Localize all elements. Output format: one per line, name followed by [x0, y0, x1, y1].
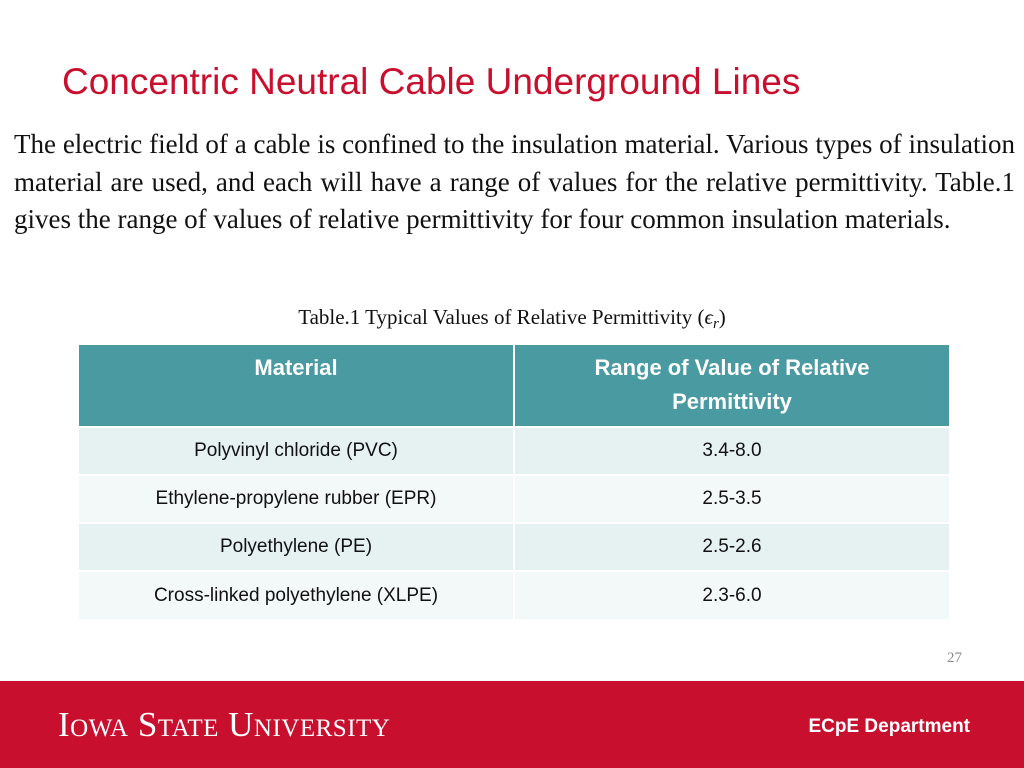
department-label: ECpE Department — [808, 716, 970, 737]
range-cell: 2.5-2.6 — [514, 523, 949, 571]
table-caption — [0, 302, 1024, 339]
permittivity-symbol — [704, 305, 719, 332]
material-cell: Polyvinyl chloride (PVC) — [79, 427, 514, 475]
university-wordmark: Iowa State University — [58, 705, 391, 744]
body-paragraph: The electric field of a cable is confined to the insulation material. Various types of insulation material are used, and each will have a range of values for the relative permittivity. Table.1 gives the range of values of relative permittivity for four common insulation materials. — [14, 129, 1015, 234]
column-header-range: Range of Value of Relative Permittivity — [514, 345, 949, 427]
table-row — [79, 571, 949, 619]
material-cell: Cross-linked polyethylene (XLPE) — [79, 571, 514, 619]
table-header-row — [79, 345, 949, 427]
range-cell: 3.4-8.0 — [514, 427, 949, 475]
permittivity-symbol-letter: ϵ — [704, 305, 713, 329]
table-row — [79, 475, 949, 523]
column-header-material: Material — [79, 345, 514, 427]
range-cell: 2.3-6.0 — [514, 571, 949, 619]
table-body — [79, 427, 949, 619]
permittivity-table — [79, 345, 949, 619]
permittivity-symbol-subscript: r — [712, 316, 719, 332]
range-cell: 2.5-3.5 — [514, 475, 949, 523]
table-caption-text: Table.1 Typical Values of Relative Permittivity ( — [298, 305, 705, 329]
table-header — [79, 345, 949, 427]
page-number: 27 — [947, 650, 962, 666]
slide-title: Concentric Neutral Cable Underground Lines — [62, 61, 801, 102]
footer-bar — [0, 681, 1024, 768]
table-row — [79, 427, 949, 475]
table-row — [79, 523, 949, 571]
material-cell: Polyethylene (PE) — [79, 523, 514, 571]
material-cell: Ethylene-propylene rubber (EPR) — [79, 475, 514, 523]
table-caption-close: ) — [718, 305, 726, 329]
